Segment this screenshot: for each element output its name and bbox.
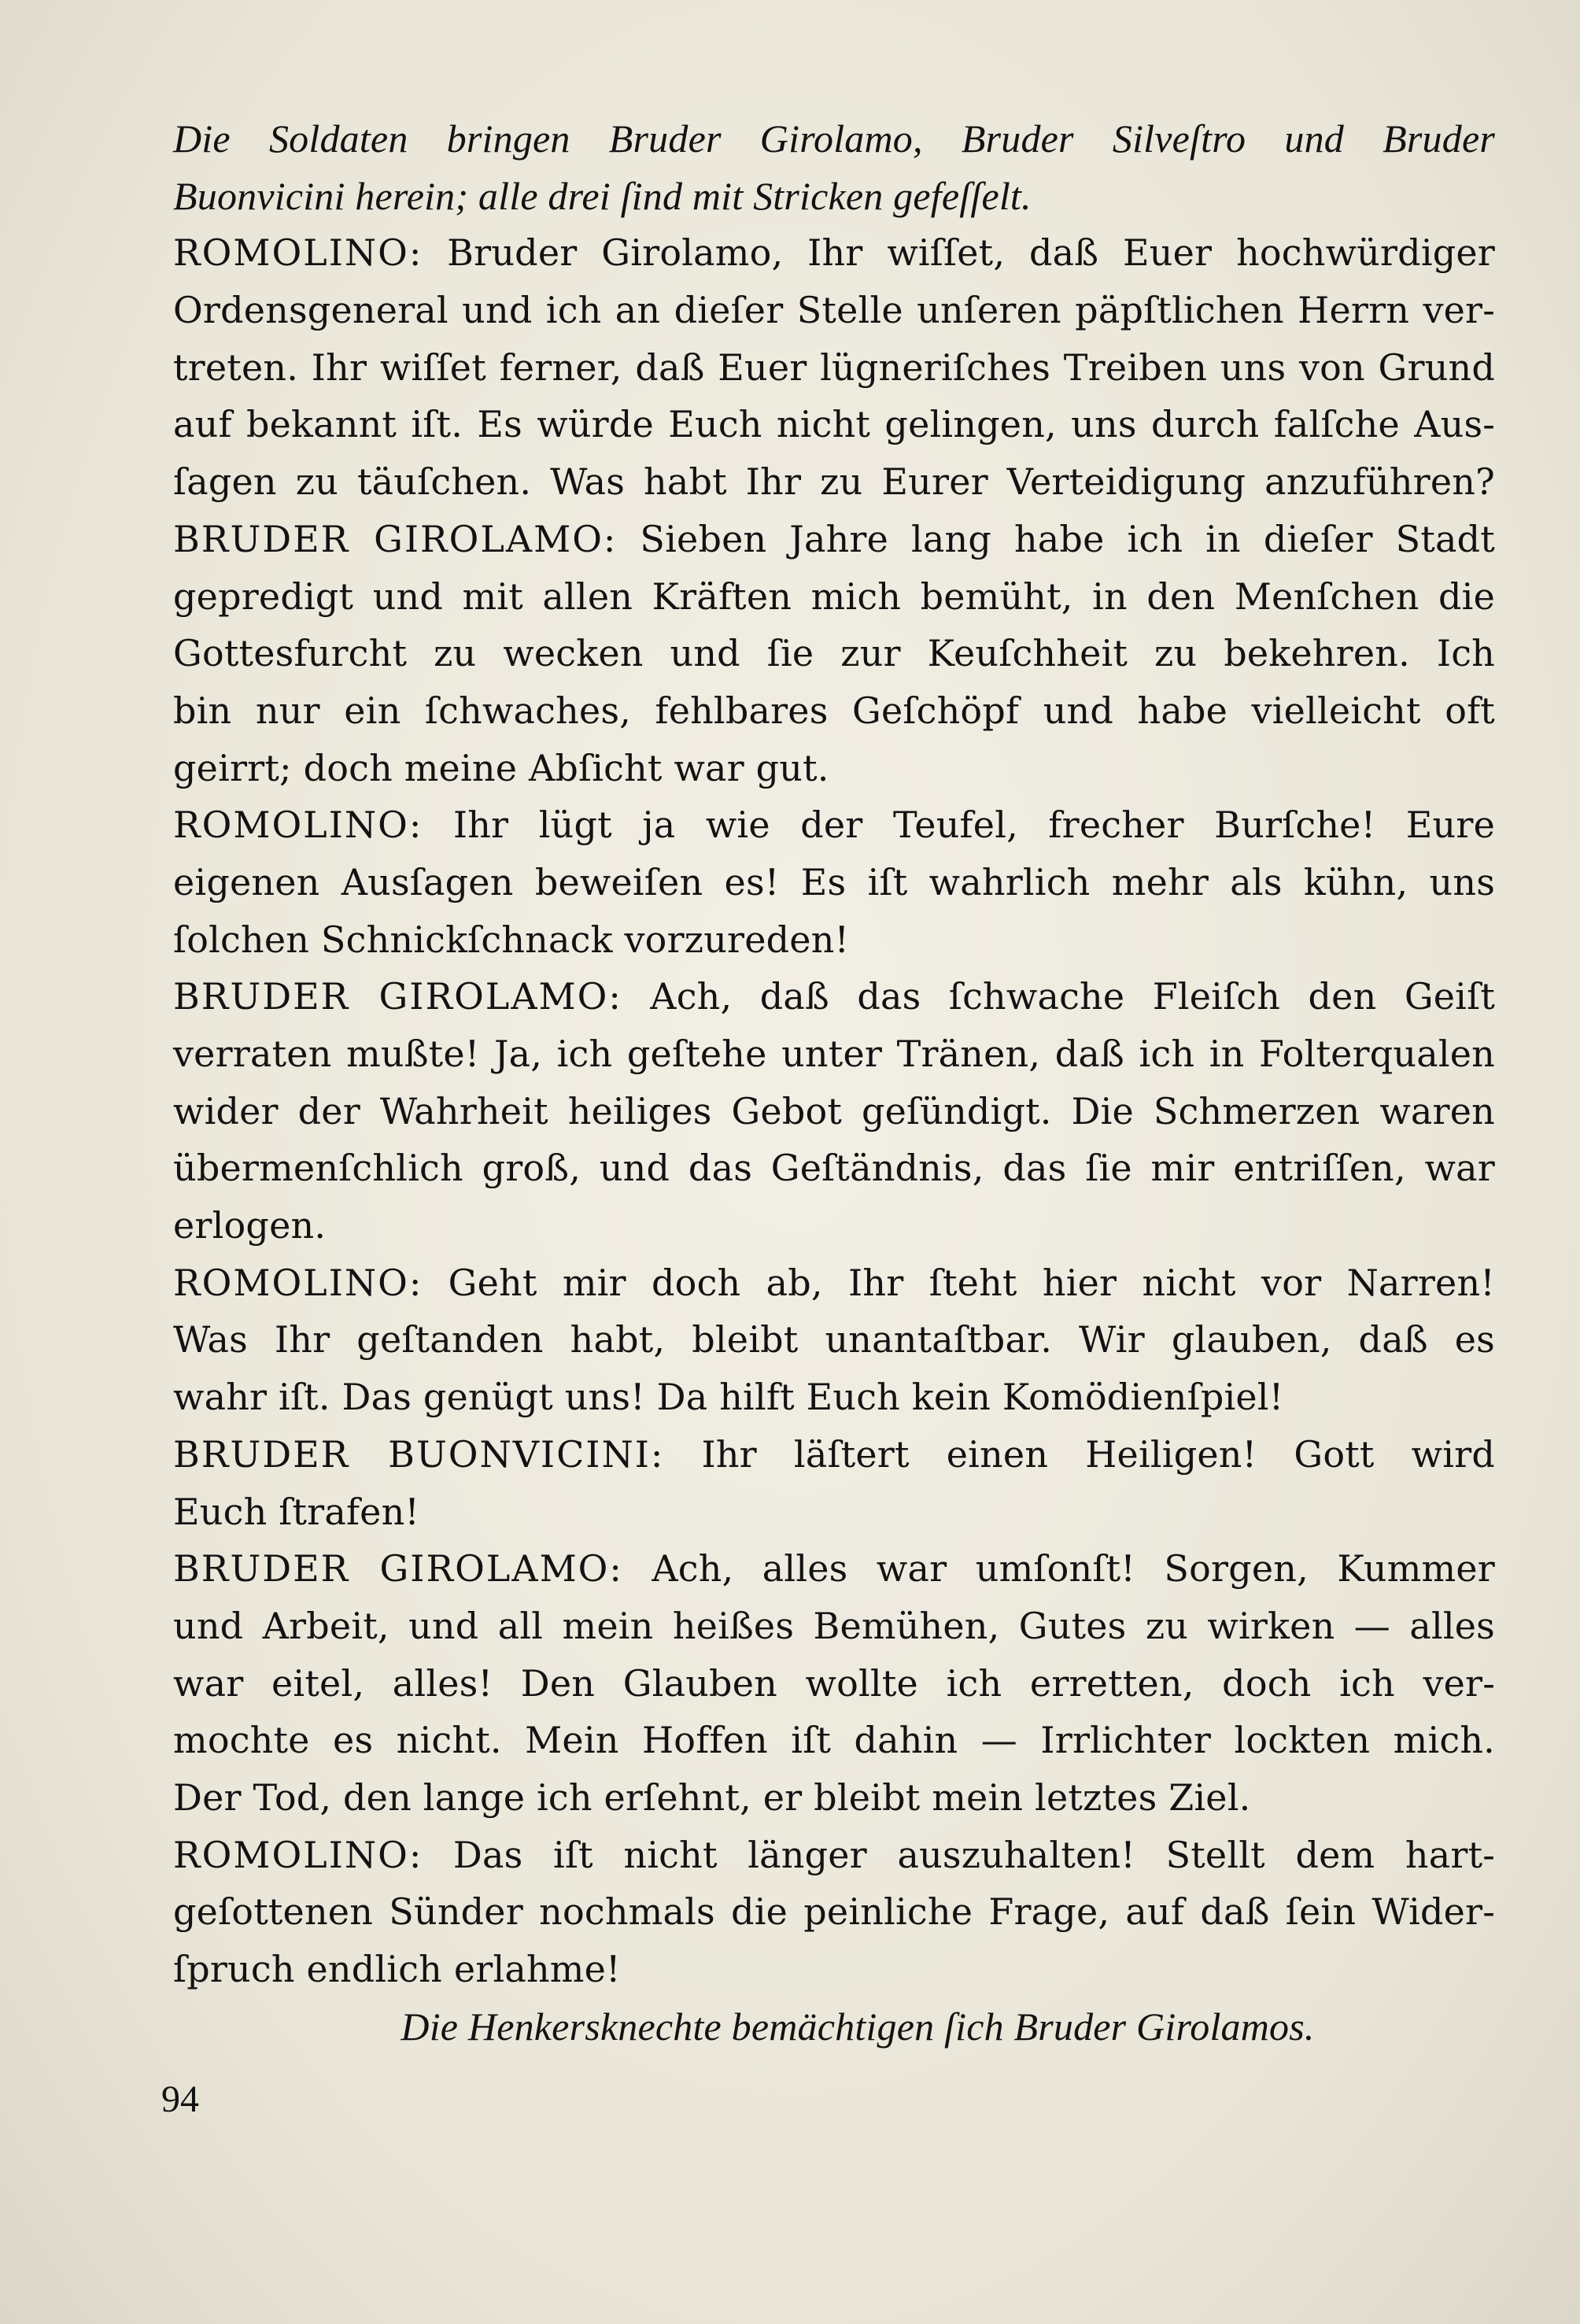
speech-line: und Arbeit, und all mein heißes Bemühen, Gutes zu wirken — alles (173, 1604, 1495, 1647)
speech-line: Euch ſtrafen! (173, 1490, 420, 1533)
stage-direction-close: Die Henkersknechte bemächtigen ſich Bruder Girolamos. (401, 2004, 1315, 2049)
speech-line: wider der Wahrheit heiliges Gebot geſündigt. Die Schmerzen waren (173, 1089, 1495, 1132)
speech-line: Ordensgeneral und ich an dieſer Stelle unſeren päpſtlichen Herrn ver- (173, 289, 1495, 332)
speech-line: gepredigt und mit allen Kräften mich bemüht, in den Menſchen die (173, 575, 1495, 618)
speech-line: mochte es nicht. Mein Hoffen iſt dahin — Irrlichter lockten mich. (173, 1719, 1495, 1762)
speech-line: ſpruch endlich erlahme! (173, 1948, 621, 1990)
speaker-name: ROMOLINO: (173, 231, 423, 275)
speech-text: Ach, daß das ſchwache Fleiſch den Geiſt (622, 975, 1496, 1018)
speech-line (173, 224, 1495, 282)
speech-line (173, 1254, 1495, 1312)
speech-line: geirrt; doch meine Abſicht war gut. (173, 746, 829, 789)
speaker-name: BRUDER GIROLAMO: (173, 975, 622, 1018)
speech-line: erlogen. (173, 1204, 327, 1247)
page-text (173, 110, 1495, 2055)
speech-line: ſolchen Schnickſchnack vorzureden! (173, 918, 850, 961)
speaker-name: BRUDER GIROLAMO: (173, 517, 618, 560)
speech-line: ſagen zu täuſchen. Was habt Ihr zu Eurer Verteidigung anzuführen? (173, 460, 1495, 504)
speech-line: eigenen Ausſagen beweiſen es! Es iſt wahrlich mehr als kühn, uns (173, 860, 1495, 903)
speech-line: übermenſchlich groß, und das Geſtändnis, das ſie mir entriſſen, war (173, 1147, 1495, 1190)
speech-line: auf bekannt iſt. Es würde Euch nicht gelingen, uns durch falſche Aus- (173, 403, 1495, 446)
speaker-name: ROMOLINO: (173, 1833, 423, 1876)
speaker-name: BRUDER BUONVICINI: (173, 1432, 665, 1476)
speech-text: Bruder Girolamo, Ihr wiſſet, daß Euer hochwürdiger (423, 231, 1495, 275)
speech-line (173, 968, 1495, 1025)
speech-text: Ihr läſtert einen Heiligen! Gott wird (664, 1432, 1495, 1476)
speech-line: Was Ihr geſtanden habt, bleibt unantaſtbar. Wir glauben, daß es (173, 1318, 1495, 1362)
speech-line (173, 1540, 1495, 1598)
stage-direction-line: Buonvicini herein; alle drei ſind mit Stricken gefeſſelt. (173, 173, 1032, 218)
speech-line (173, 1827, 1495, 1884)
speech-line (173, 1426, 1495, 1483)
speech-line (173, 796, 1495, 854)
speaker-name: BRUDER GIROLAMO: (173, 1547, 623, 1591)
speech-text: Geht mir doch ab, Ihr ſteht hier nicht vor Narren! (423, 1261, 1495, 1304)
speech-text: Sieben Jahre lang habe ich in dieſer Stadt (617, 517, 1495, 560)
speech-line: Gottesfurcht zu wecken und ſie zur Keuſchheit zu bekehren. Ich (173, 632, 1495, 675)
speaker-name: ROMOLINO: (173, 804, 423, 847)
speech-line: war eitel, alles! Den Glauben wollte ich erretten, doch ich ver- (173, 1661, 1495, 1705)
speaker-name: ROMOLINO: (173, 1261, 423, 1304)
stage-direction-line: Die Soldaten bringen Bruder Girolamo, Bruder Silveſtro und Bruder (173, 116, 1495, 161)
speech-line: geſottenen Sünder nochmals die peinliche Frage, auf daß ſein Wider- (173, 1890, 1495, 1934)
page-number: 94 (161, 2078, 199, 2120)
speech-text: Ach, alles war umſonſt! Sorgen, Kummer (622, 1547, 1495, 1591)
speech-text: Das iſt nicht länger auszuhalten! Stellt dem hart- (423, 1833, 1495, 1876)
speech-line: wahr iſt. Das genügt uns! Da hilft Euch kein Komödienſpiel! (173, 1376, 1284, 1419)
speech-line (173, 511, 1495, 568)
speech-text: Ihr lügt ja wie der Teufel, frecher Burſche! Eure (423, 804, 1495, 847)
speech-line: treten. Ihr wiſſet ferner, daß Euer lügneriſches Treiben uns von Grund (173, 345, 1495, 389)
speech-line: verraten mußte! Ja, ich geſtehe unter Tränen, daß ich in Folterqualen (173, 1033, 1495, 1075)
speech-line: bin nur ein ſchwaches, fehlbares Geſchöpf und habe vielleicht oft (173, 689, 1495, 732)
speech-line: Der Tod, den lange ich erſehnt, er bleibt mein letztes Ziel. (173, 1775, 1251, 1819)
